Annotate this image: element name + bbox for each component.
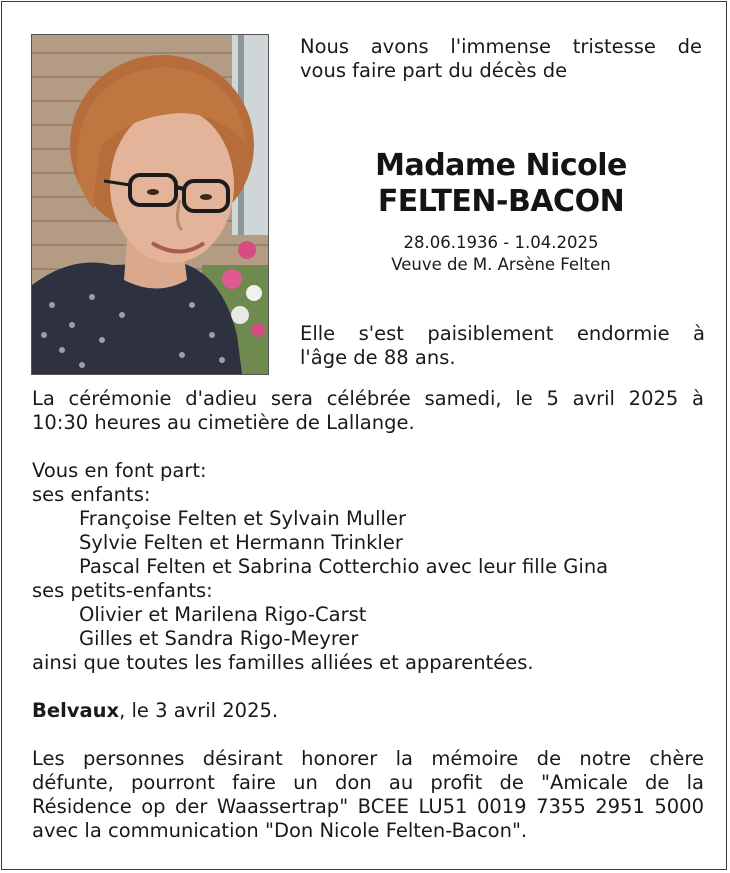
notice-body <box>32 387 704 843</box>
widow-of: Veuve de M. Arsène Felten <box>391 255 611 274</box>
ceremony-line-2: 10:30 heures au cimetière de Lallange. <box>32 411 415 434</box>
portrait-illustration <box>32 35 268 374</box>
children-label: ses enfants: <box>32 483 151 506</box>
donation-line-3: Résidence op der Waassertrap" BCEE LU51 0019 7355 2951 5000 <box>32 795 704 818</box>
intro-line-2: vous faire part du décès de <box>300 59 568 82</box>
passing-text <box>300 322 705 370</box>
deceased-name-line-2: FELTEN-BACON <box>377 184 625 219</box>
grandchild-entry: Gilles et Sandra Rigo-Meyrer <box>79 627 359 650</box>
donation-line-1: Les personnes désirant honorer la mémoire de notre chère <box>32 747 704 770</box>
family-closing: ainsi que toutes les familles alliées et apparentées. <box>32 651 534 674</box>
place-date <box>32 699 704 723</box>
child-entry: Sylvie Felten et Hermann Trinkler <box>79 531 403 554</box>
deceased-name-block <box>300 148 702 276</box>
grandchild-entry: Olivier et Marilena Rigo-Carst <box>79 603 367 626</box>
grandchildren-label: ses petits-enfants: <box>32 579 213 602</box>
deceased-name-line-1: Madame Nicole <box>375 148 627 183</box>
donation-line-4: avec la communication "Don Nicole Felten-Bacon". <box>32 819 528 842</box>
family-heading: Vous en font part: <box>32 459 207 482</box>
portrait-photo <box>31 34 269 375</box>
intro-line-1: Nous avons l'immense tristesse de <box>300 35 702 58</box>
ceremony-line-1: La cérémonie d'adieu sera célébrée samedi, le 5 avril 2025 à <box>32 387 704 410</box>
spacer <box>32 435 704 459</box>
passing-line-1: Elle s'est paisiblement endormie à <box>300 322 705 345</box>
passing-line-2: l'âge de 88 ans. <box>300 346 456 369</box>
obituary-notice <box>1 1 727 870</box>
life-dates: 28.06.1936 - 1.04.2025 <box>403 233 599 252</box>
child-entry: Pascal Felten et Sabrina Cotterchio avec leur fille Gina <box>79 555 609 578</box>
donation-line-2: défunte, pourront faire un don au profit de "Amicale de la <box>32 771 704 794</box>
notice-date: , le 3 avril 2025. <box>119 699 279 722</box>
child-entry: Françoise Felten et Sylvain Muller <box>79 507 406 530</box>
place-name: Belvaux <box>32 699 120 722</box>
intro-text <box>300 35 702 83</box>
spacer <box>32 675 704 699</box>
spacer <box>32 723 704 747</box>
